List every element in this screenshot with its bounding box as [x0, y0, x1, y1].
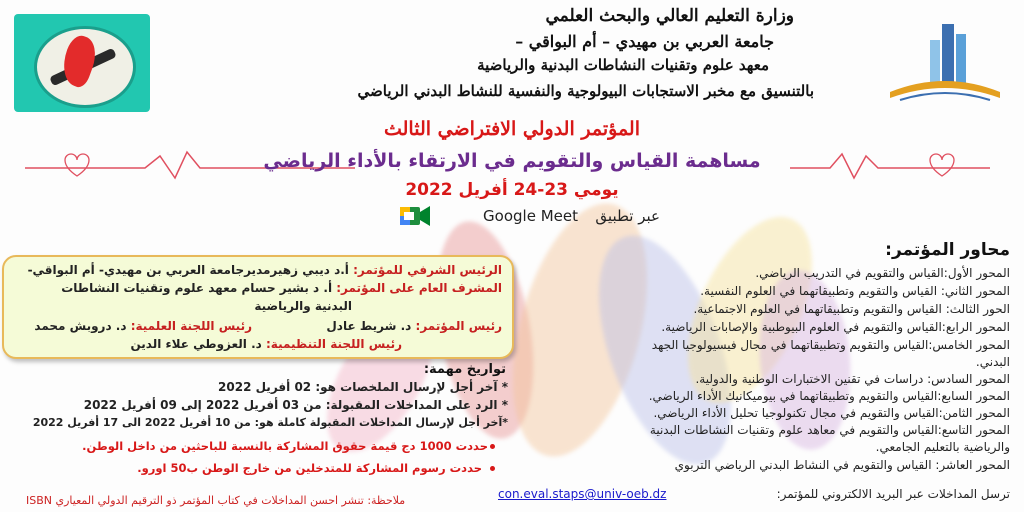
institute-logo: [14, 14, 150, 112]
organizing-label: رئيس اللجنة التنظيمية:: [266, 337, 402, 351]
axis-item: المحور التاسع:القياس والتقويم في معاهد علوم وتقنيات النشاطات البدنية: [649, 423, 1010, 437]
date-item: * آخر أجل لإرسال الملخصات هو: 02 أفريل 2022: [218, 380, 508, 394]
platform-line: [360, 204, 660, 230]
institute-name: معهد علوم وتقنيات النشاطات البدنية والرياضية: [477, 56, 769, 74]
axis-item: المحور السابع:القياس والتقويم وتطبيقاتهما في بيوميكانيك الأداء الرياضي.: [648, 389, 1010, 403]
axis-item: البدني.: [975, 355, 1010, 369]
president-label: رئيس المؤتمر:: [415, 319, 502, 333]
email-label: ترسل المداخلات عبر البريد الالكتروني للمؤتمر:: [776, 487, 1010, 501]
lab-name: بالتنسيق مع مخبر الاستجابات البيولوجية والنفسية للنشاط البدني الرياضي: [357, 82, 814, 100]
email-link[interactable]: con.eval.staps@univ-oeb.dz: [498, 487, 667, 501]
fee-bullet: [490, 444, 495, 449]
organizing-value: د. العزوطي علاء الدين: [130, 337, 262, 351]
organizing-president: [131, 337, 403, 351]
google-meet-icon: [398, 204, 432, 228]
general-supervisor: [61, 281, 502, 295]
dates-title: تواريخ مهمة:: [423, 362, 506, 377]
conference-name: المؤتمر الدولي الافتراضي الثالث: [383, 118, 640, 140]
axis-item: والرياضية بالتعليم الجامعي.: [875, 440, 1010, 454]
axis-item: المحور الخامس:القياس والتقويم وتطبيقاتهما في مجال فيسيولوجيا الجهد: [651, 338, 1010, 352]
date-item: * الرد على المداخلات المقبولة: من 03 أفريل 2022 إلى 09 أفريل 2022: [83, 398, 508, 412]
platform-name: Google Meet: [483, 207, 578, 225]
fee-bullet: [490, 466, 495, 471]
scientific-value: د. دروبش محمد: [34, 319, 127, 333]
lab-logo: [880, 20, 1010, 110]
axis-item: المحور السادس: دراسات في تقنين الاختبارات الوطنية والدولية.: [695, 372, 1010, 386]
university-name: جامعة العربي بن مهيدي – أم البواقي –: [515, 32, 774, 51]
platform-via: عبر تطبيق: [595, 207, 660, 225]
axis-item: المحور الأول:القياس والتقويم في التدريب الرياضي.: [755, 266, 1010, 280]
general-value-continued: البدنية والرياضية: [254, 299, 352, 313]
general-value: أ. د بشير حسام معهد علوم وتقنيات النشاطات: [61, 281, 333, 295]
conference-president: [326, 319, 502, 333]
honorary-president: [28, 263, 502, 277]
axis-item: المحور الثامن:القياس والتقويم في مجال تكنولوجيا تحليل الأداء الرياضي.: [653, 406, 1010, 420]
honorary-label: الرئيس الشرفي للمؤتمر:: [353, 263, 502, 277]
committee-box: [2, 255, 514, 359]
axes-title: محاور المؤتمر:: [885, 240, 1010, 260]
axis-item: الحور الثالث: القياس والتقويم وتطبيقاتهما في العلوم الاجتماعية.: [693, 302, 1010, 316]
axis-item: المحور العاشر: القياس والتقويم في النشاط البدني الرياضي التربوي: [674, 458, 1010, 472]
axis-item: المحور الثاني: القياس والتقويم وتطبيقاتهما في العلوم النفسية.: [700, 284, 1010, 298]
date-item: *آخر أجل لإرسال المداخلات المقبولة كاملة هو: من 10 أفريل 2022 الى 17 أفريل 2022: [32, 416, 508, 429]
conference-theme: مساهمة القياس والتقويم في الارتقاء بالأداء الرياضي: [263, 150, 761, 172]
honorary-value: أ.د ديبي زهيرمديرجامعة العربي بن مهيدي- أم البواقي-: [27, 263, 349, 277]
axis-item: المحور الرابع:القياس والتقويم في العلوم البيوطبية والإصابات الرياضية.: [661, 320, 1010, 334]
general-label: المشرف العام على المؤتمر:: [336, 281, 502, 295]
scientific-president: [34, 319, 252, 333]
fee-item: حددت 1000 دج قيمة حقوق المشاركة بالنسبة للباحثين من داخل الوطن.: [82, 439, 488, 453]
conference-dates: يومي 23-24 أفريل 2022: [405, 180, 619, 200]
president-value: د. شريط عادل: [326, 319, 412, 333]
fee-item: حددت رسوم المشاركة للمتدخلين من خارج الوطن ب50 اورو.: [137, 461, 482, 475]
publication-note: ملاحظة: تنشر احسن المداخلات في كتاب المؤتمر ذو الترقيم الدولي المعياري ISBN: [26, 494, 406, 507]
scientific-label: رئيس اللجنة العلمية:: [130, 319, 252, 333]
ministry-name: وزارة التعليم العالي والبحث العلمي: [545, 6, 794, 26]
